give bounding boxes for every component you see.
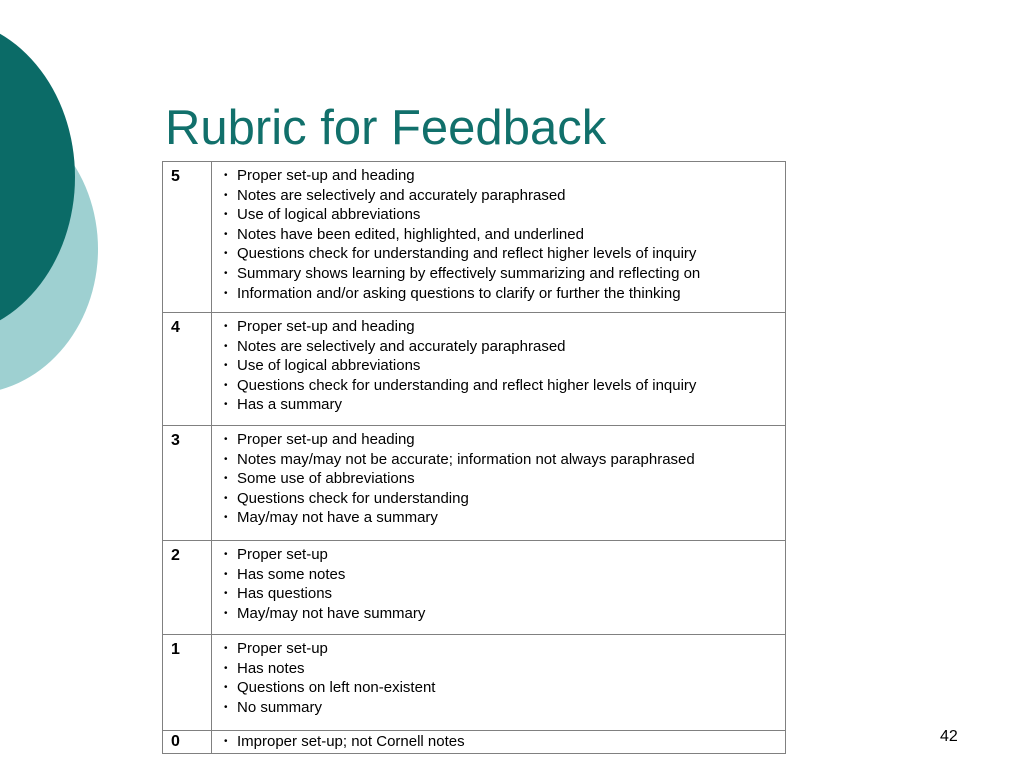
criteria-text: Improper set-up; not Cornell notes	[237, 733, 465, 750]
bullet-icon: •	[224, 228, 228, 240]
page-number: 42	[940, 728, 958, 745]
criteria-item	[222, 284, 785, 304]
criteria-cell	[212, 635, 786, 731]
criteria-text: Proper set-up	[237, 640, 328, 657]
criteria-item	[222, 356, 785, 376]
criteria-item	[222, 489, 785, 509]
criteria-item	[222, 584, 785, 604]
bullet-icon: •	[224, 340, 228, 352]
bullet-icon: •	[224, 453, 228, 465]
criteria-text: Some use of abbreviations	[237, 470, 415, 488]
criteria-text: Summary shows learning by effectively summarizing and reflecting on	[237, 264, 701, 282]
criteria-list	[212, 313, 785, 415]
criteria-item	[222, 450, 785, 470]
bullet-icon: •	[224, 248, 228, 260]
criteria-text: Has questions	[237, 585, 333, 603]
criteria-text: May/may not have summary	[237, 604, 426, 622]
score-value: 5	[171, 168, 180, 185]
rubric-row-0	[163, 731, 786, 754]
score-cell	[163, 426, 212, 541]
criteria-item	[222, 565, 785, 585]
bullet-icon: •	[224, 492, 228, 504]
criteria-item	[222, 508, 785, 528]
criteria-item	[222, 639, 785, 659]
criteria-item	[222, 430, 785, 450]
rubric-row-4	[163, 313, 786, 426]
criteria-text: Questions check for understanding	[237, 489, 469, 507]
score-cell	[163, 635, 212, 731]
criteria-cell	[212, 426, 786, 541]
rubric-table	[162, 161, 786, 754]
criteria-text: Proper set-up	[237, 546, 328, 563]
criteria-item	[222, 395, 785, 415]
bullet-icon: •	[224, 736, 228, 747]
criteria-text: Notes may/may not be accurate; information not always paraphrased	[237, 450, 695, 468]
criteria-item	[222, 166, 785, 186]
criteria-text: Notes are selectively and accurately paraphrased	[237, 337, 566, 355]
criteria-list	[212, 731, 785, 752]
score-value: 2	[171, 547, 180, 564]
criteria-text: Has a summary	[237, 396, 343, 414]
rubric-row-3	[163, 426, 786, 541]
rubric-row-2	[163, 541, 786, 635]
score-value: 1	[171, 641, 180, 658]
criteria-text: May/may not have a summary	[237, 509, 438, 527]
criteria-list	[212, 162, 785, 303]
score-cell	[163, 731, 212, 754]
criteria-text: Proper set-up and heading	[237, 167, 415, 184]
criteria-item	[222, 337, 785, 357]
bullet-icon: •	[224, 434, 228, 445]
criteria-item	[222, 698, 785, 718]
score-value: 4	[171, 319, 180, 336]
criteria-cell	[212, 162, 786, 313]
criteria-item	[222, 244, 785, 264]
criteria-text: Notes have been edited, highlighted, and underlined	[237, 225, 584, 243]
criteria-text: Proper set-up and heading	[237, 318, 415, 335]
score-cell	[163, 162, 212, 313]
criteria-text: Use of logical abbreviations	[237, 357, 421, 375]
criteria-text: No summary	[237, 698, 323, 716]
score-cell	[163, 541, 212, 635]
bullet-icon: •	[224, 360, 228, 372]
criteria-list	[212, 635, 785, 717]
bullet-icon: •	[224, 643, 228, 654]
score-value: 3	[171, 432, 180, 449]
bullet-icon: •	[224, 588, 228, 600]
bullet-icon: •	[224, 379, 228, 391]
criteria-item	[222, 545, 785, 565]
bullet-icon: •	[224, 170, 228, 181]
criteria-item	[222, 205, 785, 225]
bullet-icon: •	[224, 267, 228, 279]
rubric-row-1	[163, 635, 786, 731]
criteria-text: Information and/or asking questions to clarify or further the thinking	[237, 284, 681, 302]
bullet-icon: •	[224, 473, 228, 485]
criteria-cell	[212, 731, 786, 754]
bullet-icon: •	[224, 287, 228, 299]
bullet-icon: •	[224, 549, 228, 560]
criteria-text: Has notes	[237, 659, 305, 677]
criteria-item	[222, 376, 785, 396]
score-value: 0	[171, 733, 180, 750]
criteria-item	[222, 317, 785, 337]
criteria-item	[222, 469, 785, 489]
bullet-icon: •	[224, 321, 228, 332]
criteria-list	[212, 426, 785, 528]
criteria-text: Notes are selectively and accurately paraphrased	[237, 186, 566, 204]
criteria-text: Questions on left non-existent	[237, 679, 436, 697]
criteria-text: Questions check for understanding and reflect higher levels of inquiry	[237, 376, 697, 394]
bullet-icon: •	[224, 512, 228, 524]
bullet-icon: •	[224, 682, 228, 694]
criteria-item	[222, 604, 785, 624]
slide-title: Rubric for Feedback	[165, 101, 607, 155]
criteria-list	[212, 541, 785, 623]
criteria-item	[222, 678, 785, 698]
bullet-icon: •	[224, 662, 228, 674]
criteria-text: Use of logical abbreviations	[237, 206, 421, 224]
bullet-icon: •	[224, 189, 228, 201]
criteria-item	[222, 732, 785, 752]
criteria-cell	[212, 313, 786, 426]
bullet-icon: •	[224, 701, 228, 713]
criteria-item	[222, 225, 785, 245]
bullet-icon: •	[224, 399, 228, 411]
criteria-text: Has some notes	[237, 565, 346, 583]
criteria-cell	[212, 541, 786, 635]
criteria-text: Questions check for understanding and reflect higher levels of inquiry	[237, 245, 697, 263]
criteria-text: Proper set-up and heading	[237, 431, 415, 448]
bullet-icon: •	[224, 209, 228, 221]
score-cell	[163, 313, 212, 426]
bullet-icon: •	[224, 568, 228, 580]
bullet-icon: •	[224, 607, 228, 619]
rubric-row-5	[163, 162, 786, 313]
criteria-item	[222, 186, 785, 206]
criteria-item	[222, 264, 785, 284]
rubric-table-body	[163, 162, 786, 754]
criteria-item	[222, 659, 785, 679]
